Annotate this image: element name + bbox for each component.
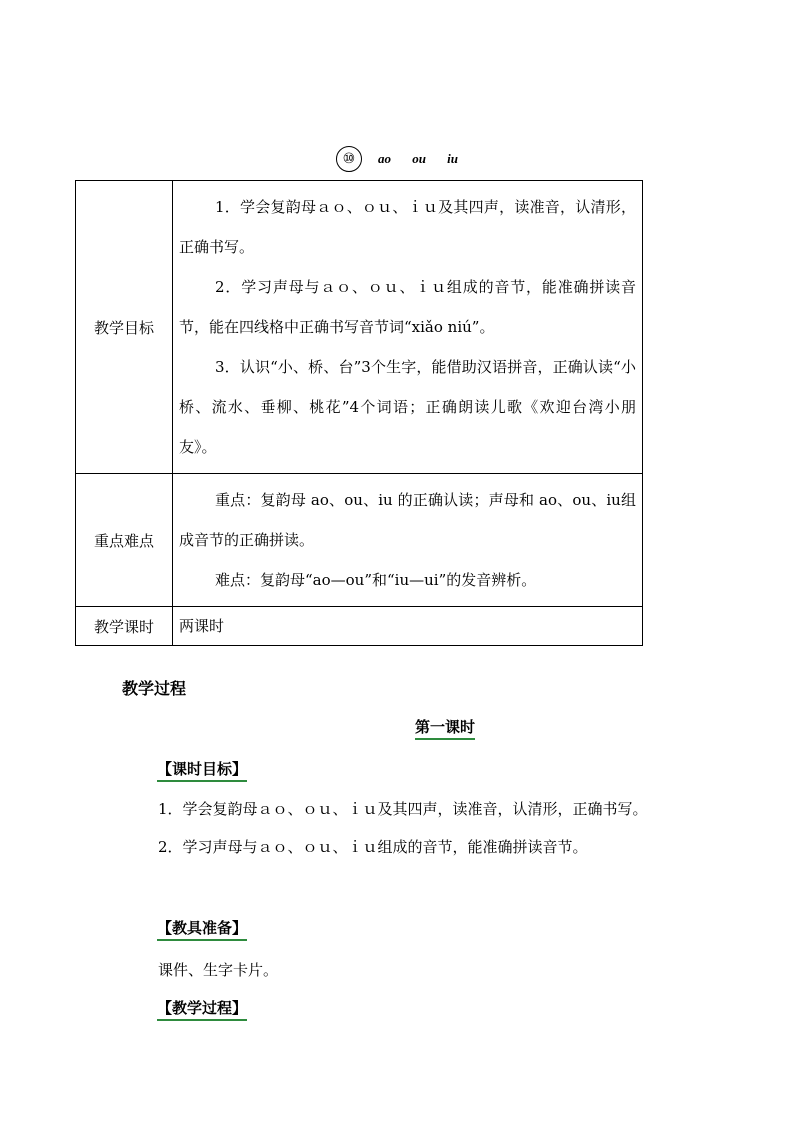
lesson-pinyin: ao ou iu bbox=[377, 151, 459, 166]
lesson-number: ⑩ bbox=[336, 146, 362, 172]
tools-title-text: 【教具准备】 bbox=[157, 919, 247, 941]
tools-text: 课件、生字卡片。 bbox=[158, 961, 279, 979]
steps-section-title bbox=[157, 997, 247, 1018]
goal-item: 1．学会复韵母ａｏ、ｏｕ、ｉｕ及其四声，读准音，认清形，正确书写。 bbox=[158, 800, 648, 818]
process-heading: 教学过程 bbox=[122, 679, 187, 698]
goals-title-text: 【课时目标】 bbox=[157, 760, 247, 782]
first-lesson-label: 第一课时 bbox=[415, 718, 475, 740]
tools-text-block bbox=[122, 951, 676, 989]
goal-paragraph: 3．认识“小、桥、台”3个生字，能借助汉语拼音，正确认读“小桥、流水、垂柳、桃花”4个词语；正确朗读儿歌《欢迎台湾小朋友》。 bbox=[179, 358, 636, 456]
table-row-hours bbox=[76, 607, 643, 646]
goals-list bbox=[122, 790, 676, 866]
goal-item: 2．学习声母与ａｏ、ｏｕ、ｉｕ组成的音节，能准确拼读音节。 bbox=[158, 838, 588, 856]
row-label: 重点难点 bbox=[76, 474, 173, 607]
key-point-paragraph: 重点：复韵母 ao、ou、iu 的正确认读；声母和 ao、ou、iu组成音节的正确拼读。 bbox=[179, 491, 636, 549]
row-label: 教学目标 bbox=[76, 181, 173, 474]
key-point-paragraph: 难点：复韵母“ao—ou”和“iu—ui”的发音辨析。 bbox=[215, 571, 537, 589]
table-row-goals bbox=[76, 181, 643, 474]
lesson-title bbox=[0, 146, 794, 172]
hours-cell: 两课时 bbox=[173, 607, 643, 646]
goals-cell bbox=[173, 181, 643, 474]
tools-section-title bbox=[157, 917, 247, 938]
first-lesson-heading bbox=[0, 716, 794, 737]
steps-title-text: 【教学过程】 bbox=[157, 999, 247, 1021]
key-points-cell bbox=[173, 474, 643, 607]
goal-paragraph: 1．学会复韵母ａｏ、ｏｕ、ｉｕ及其四声，读准音，认清形，正确书写。 bbox=[179, 198, 636, 256]
row-label: 教学课时 bbox=[76, 607, 173, 646]
table-row-key-points bbox=[76, 474, 643, 607]
goal-paragraph: 2．学习声母与ａｏ、ｏｕ、ｉｕ组成的音节，能准确拼读音节，能在四线格中正确书写音节词“xiǎo niú”。 bbox=[179, 278, 636, 336]
goals-section-title bbox=[157, 758, 247, 779]
lesson-info-table bbox=[75, 180, 643, 646]
